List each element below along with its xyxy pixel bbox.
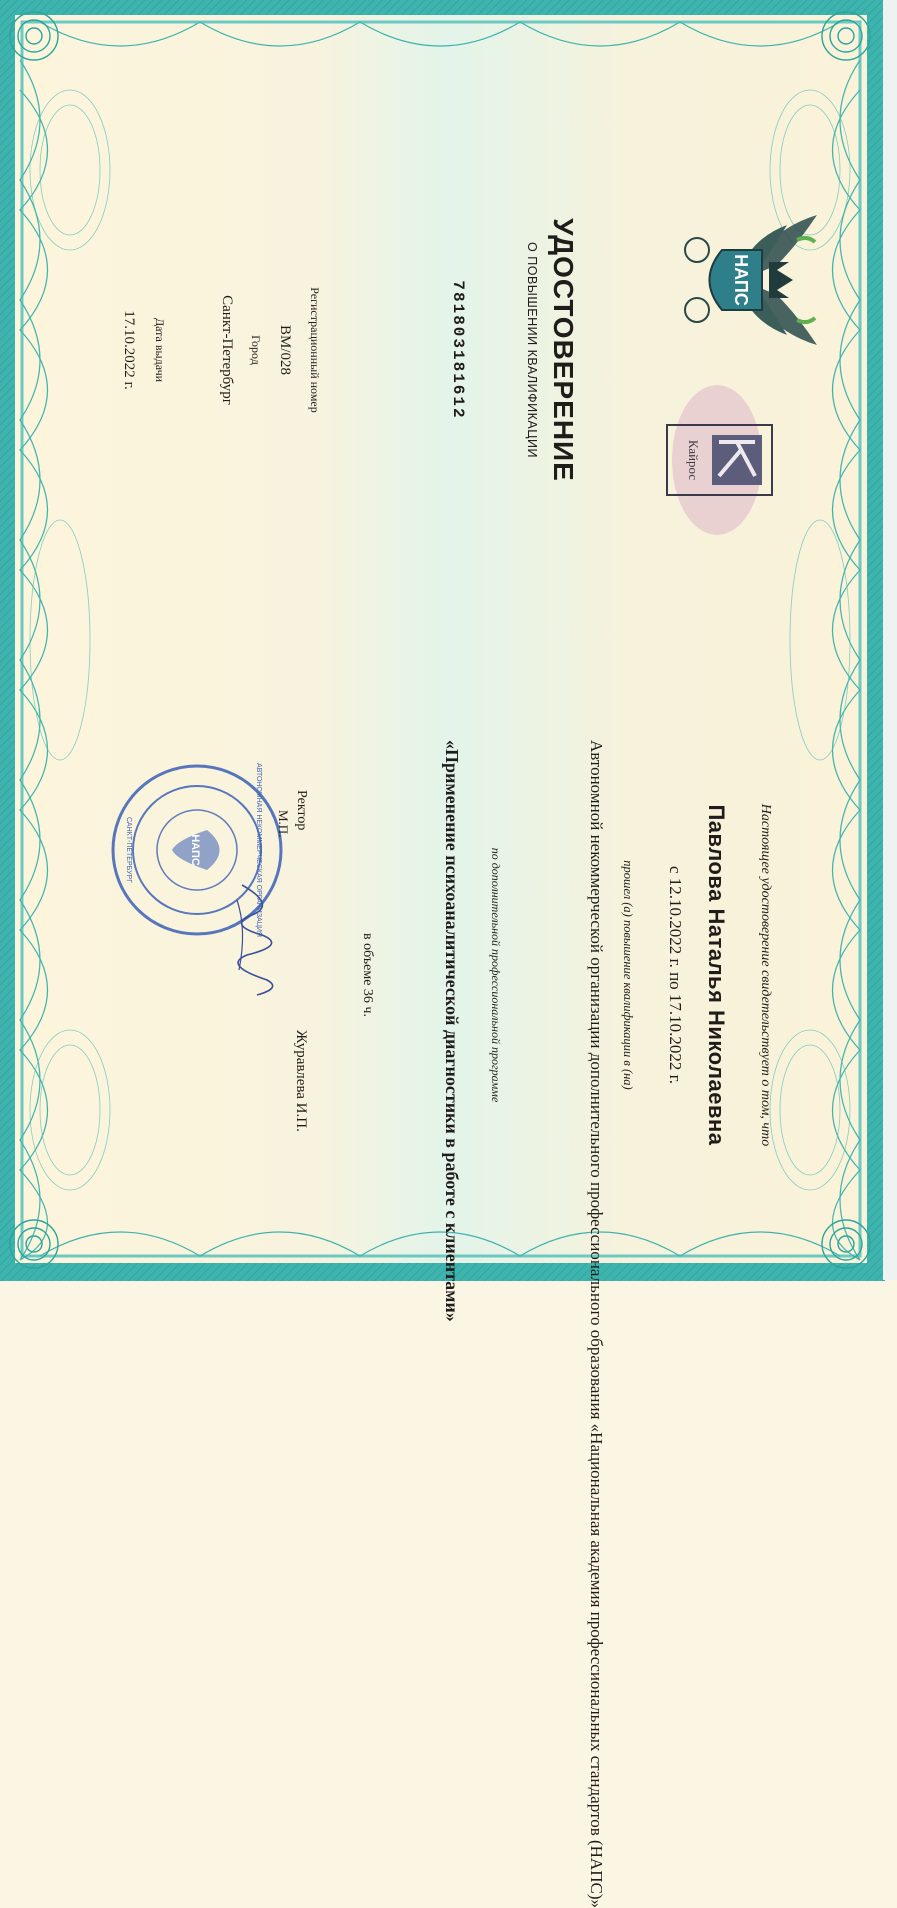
certificate-title: УДОСТОВЕРЕНИЕ [548, 218, 579, 482]
issue-date-label: Дата выдачи [153, 317, 167, 383]
registration-number-value: 781803181612 [449, 280, 467, 420]
city-label: Город [249, 335, 263, 365]
svg-text:САНКТ-ПЕТЕРБУРГ: САНКТ-ПЕТЕРБУРГ [125, 817, 132, 883]
program-title: «Применение психоаналитической диагностики в работе с клиентами» [442, 740, 462, 1322]
svg-text:НАПС: НАПС [731, 254, 751, 306]
reg-number-label: Регистрационный номер [308, 287, 322, 413]
training-dates: с 12.10.2022 г. по 17.10.2022 г. [666, 865, 685, 1084]
signature-icon [217, 880, 297, 1000]
certificate-subtitle: О ПОВЫШЕНИИ КВАЛИФИКАЦИИ [525, 242, 539, 458]
svg-text:Кайрос: Кайрос [686, 439, 701, 481]
city-value: Санкт-Петербург [219, 295, 235, 405]
svg-text:НАПС: НАПС [189, 834, 201, 866]
svg-text:АВТОНОМНАЯ НЕКОММЕРЧЕСКАЯ ОРГА: АВТОНОМНАЯ НЕКОММЕРЧЕСКАЯ ОРГАНИЗАЦИЯ [255, 763, 262, 937]
passed-text: прошел (а) повышение квалификации в (на) [621, 860, 635, 1090]
rector-name: Журавлева И.П. [293, 1030, 309, 1132]
organization-name: Автономной некоммерческой организации дополнительного профессионального образования «Национальная академия профессиональных стандартов (НАПС)» [587, 740, 606, 1908]
program-label: по дополнительной профессиональной программе [489, 847, 503, 1103]
naps-logo-icon [667, 210, 837, 350]
program-hours: в объеме 36 ч. [360, 933, 375, 1017]
seal-label: М.П. [276, 810, 291, 838]
kairos-logo-icon [637, 380, 777, 540]
reg-number-value: ВМ/028 [277, 324, 293, 375]
issue-date-value: 17.10.2022 г. [121, 310, 137, 390]
rector-label: Ректор [294, 790, 309, 831]
intro-text: Настоящее удостоверение свидетельствует о том, что [758, 803, 773, 1147]
recipient-name: Павлова Наталья Николаевна [704, 804, 729, 1146]
